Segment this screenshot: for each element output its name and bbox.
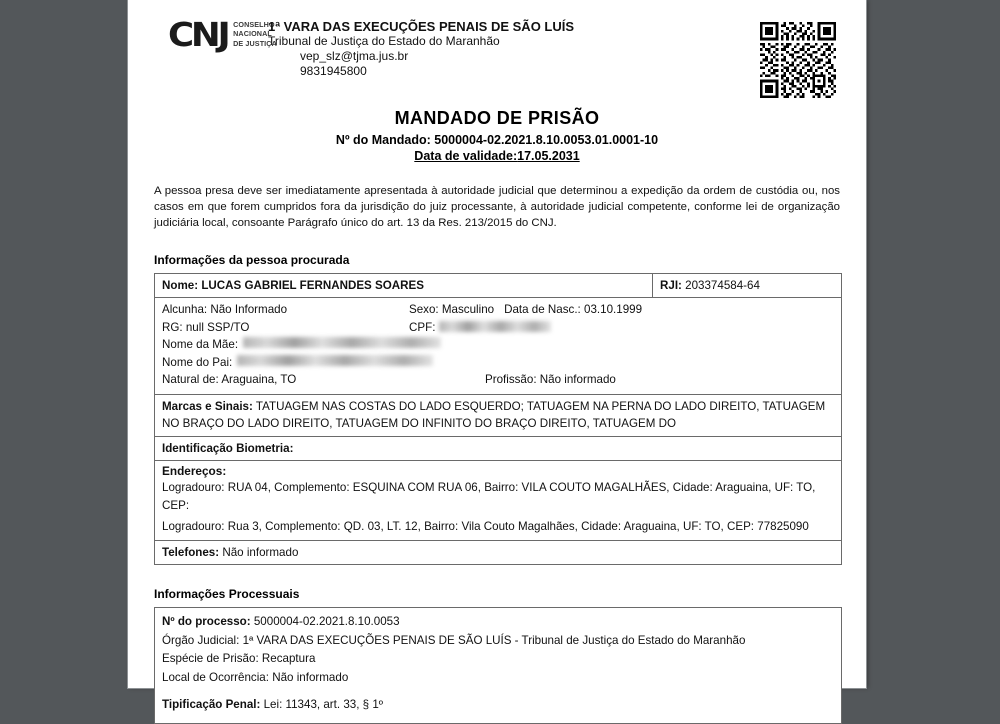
- process-info-table: [154, 607, 842, 724]
- cnj-logo-line-3: DE JUSTIÇA: [233, 38, 277, 48]
- tipificacao-value: Lei: 11343, art. 33, § 1º: [263, 698, 384, 711]
- telefones-label: Telefones:: [162, 545, 220, 559]
- rg-label: RG:: [162, 320, 183, 334]
- row-natural-profissao: [162, 371, 834, 389]
- rg-field: [162, 319, 409, 337]
- table-row-biometria: [155, 437, 841, 462]
- enderecos-label: Endereços:: [162, 464, 227, 478]
- spacer: [162, 687, 834, 696]
- intro-paragraph: A pessoa presa deve ser imediatamente apresentada à autoridade judicial que determinou a expedição da ordem de custódia ou, nos casos em que forem cumpridos fora da jurisdição do juiz processante, à autoridade judicial competente, conforme lei de organização judiciária local, consoante Parágrafo único do art. 13 da Res. 213/2015 do CNJ.: [154, 185, 840, 229]
- mae-value-redacted: [243, 337, 441, 348]
- tipificacao-label: Tipificação Penal:: [162, 698, 261, 711]
- sexo-field: [409, 301, 494, 319]
- qr-code: [758, 20, 838, 100]
- marcas-value: TATUAGEM NAS COSTAS DO LADO ESQUERDO; TATUAGEM NA PERNA DO LADO DIREITO, TATUAGEM NO BRAÇO DO LADO DIREITO, TATUAGEM DO INFINITO DO BRAÇO DIREITO, TATUAGEM DO: [162, 399, 826, 430]
- row-tipificacao: [162, 696, 834, 715]
- especie-label: Espécie de Prisão:: [162, 652, 259, 665]
- processo-label: Nº do processo:: [162, 615, 251, 628]
- alcunha-value: Não Informado: [210, 303, 288, 316]
- endereco-item-2: Logradouro: Rua 3, Complemento: QD. 03, LT. 12, Bairro: Vila Couto Magalhães, Cidade: Araguaina, UF: TO, CEP: 77825090: [162, 520, 809, 533]
- court-name: 1ª VARA DAS EXECUÇÕES PENAIS DE SÃO LUÍS: [268, 19, 575, 34]
- cnj-logo-line-2: NACIONAL: [233, 29, 272, 39]
- nascimento-field: [504, 301, 642, 319]
- orgao-value: 1ª VARA DAS EXECUÇÕES PENAIS DE SÃO LUÍS - Tribunal de Justiça do Estado do Maranhão: [242, 633, 746, 647]
- cnj-logo-line-1: CONSELHO: [233, 20, 275, 29]
- court-tribunal: Tribunal de Justiça do Estado do Maranhão: [268, 34, 500, 48]
- marcas-label: Marcas e Sinais:: [162, 399, 253, 413]
- row-orgao: [162, 632, 834, 651]
- mae-label: Nome da Mãe:: [162, 338, 239, 351]
- mandate-number-label: Nº do Mandado:: [335, 133, 431, 147]
- table-row-enderecos: [155, 461, 841, 541]
- sexo-value: Masculino: [441, 303, 495, 316]
- court-info: [268, 19, 574, 79]
- name-label: Nome:: [162, 279, 199, 292]
- row-especie: [162, 650, 834, 669]
- row-pai: [162, 354, 834, 372]
- profissao-value: Não informado: [539, 373, 616, 386]
- cnj-logo: [168, 15, 277, 54]
- cpf-field: [409, 319, 551, 337]
- row-alcunha-sexo-nasc: [162, 301, 834, 319]
- row-rg-cpf: [162, 319, 834, 337]
- validity-date: [414, 149, 579, 163]
- especie-value: Recaptura: [261, 652, 316, 665]
- mandate-number: [146, 133, 848, 147]
- pai-value-redacted: [237, 355, 433, 366]
- enderecos-cell: [155, 461, 841, 540]
- marcas-cell: [155, 395, 841, 436]
- name-value: LUCAS GABRIEL FERNANDES SOARES: [201, 279, 424, 292]
- profissao-label: Profissão:: [485, 373, 537, 386]
- mandate-number-value: 5000004-02.2021.8.10.0053.01.0001-10: [434, 133, 659, 147]
- name-cell: [155, 274, 652, 297]
- rji-label: RJI:: [660, 279, 682, 292]
- table-row-process-details: [155, 608, 841, 723]
- alcunha-field: [162, 301, 409, 319]
- court-email: vep_slz@tjma.jus.br: [300, 49, 409, 63]
- sexo-label: Sexo:: [409, 303, 439, 316]
- process-section-heading: Informações Processuais: [154, 587, 300, 601]
- table-row-telefones: [155, 541, 841, 565]
- row-mae: [162, 336, 834, 354]
- natural-field: [162, 371, 485, 389]
- biometria-label: Identificação Biometria:: [162, 441, 294, 455]
- local-label: Local de Ocorrência:: [162, 670, 269, 684]
- table-row-name: [155, 274, 841, 298]
- orgao-label: Órgão Judicial:: [162, 633, 240, 647]
- nascimento-label: Data de Nasc.:: [504, 303, 581, 316]
- row-local: [162, 669, 834, 688]
- row-processo: [162, 613, 834, 632]
- cnj-wordmark-icon: CNJ: [168, 15, 228, 54]
- cpf-value-redacted: [439, 321, 551, 332]
- pai-label: Nome do Pai:: [162, 355, 233, 369]
- profissao-field: [485, 371, 616, 389]
- person-info-table: [154, 273, 842, 565]
- telefones-cell: [155, 541, 841, 565]
- title-block: [146, 108, 848, 165]
- table-row-personal-details: [155, 298, 841, 395]
- rg-value: null SSP/TO: [185, 320, 250, 334]
- local-value: Não informado: [272, 670, 349, 684]
- cpf-label: CPF:: [409, 320, 436, 334]
- telefones-value: Não informado: [222, 545, 299, 559]
- natural-label: Natural de:: [162, 373, 219, 386]
- endereco-item-1: Logradouro: RUA 04, Complemento: ESQUINA COM RUA 06, Bairro: VILA COUTO MAGALHÃES, Cidade: Araguaina, UF: TO, CEP:: [162, 481, 816, 512]
- document-header: [146, 10, 848, 92]
- natural-value: Araguaina, TO: [221, 373, 297, 386]
- rji-value: 203374584-64: [685, 279, 760, 292]
- validity-value: 17.05.2031: [517, 149, 580, 163]
- process-details-block: [155, 608, 841, 723]
- page-title: MANDADO DE PRISÃO: [394, 108, 600, 128]
- processo-value: 5000004-02.2021.8.10.0053: [253, 615, 400, 628]
- document-page: [128, 0, 866, 711]
- qr-code-icon: [760, 22, 836, 98]
- table-row-marcas: [155, 395, 841, 437]
- nascimento-value: 03.10.1999: [584, 303, 643, 316]
- rji-cell: [652, 274, 841, 297]
- alcunha-label: Alcunha:: [162, 303, 208, 316]
- court-phone: 9831945800: [300, 64, 367, 78]
- validity-label: Data de validade:: [414, 149, 518, 163]
- person-section-heading: Informações da pessoa procurada: [154, 253, 350, 267]
- biometria-cell: [155, 437, 841, 461]
- personal-details-block: [155, 298, 841, 394]
